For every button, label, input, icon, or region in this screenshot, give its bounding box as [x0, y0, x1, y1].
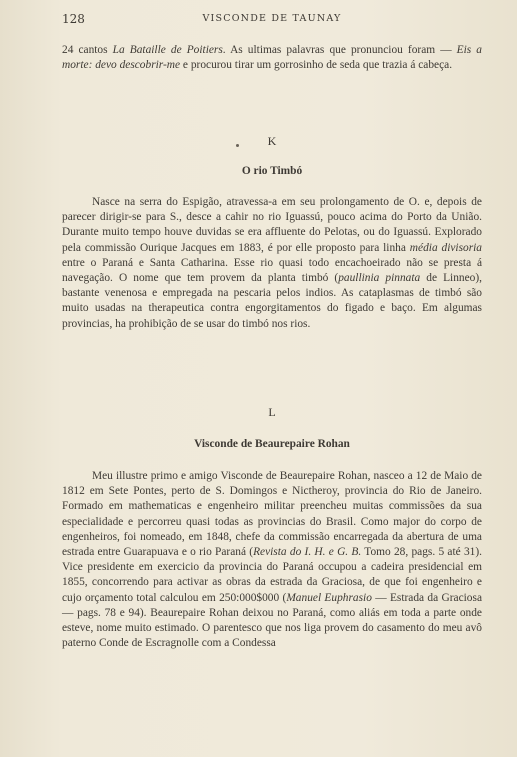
section-k-text-part: entre o Paraná e Santa Catharina. Esse rio quasi todo encachoeirado não se presta á navegação. O nome que tem provem da planta timbó ( [62, 256, 482, 285]
section-k-text [62, 195, 482, 332]
section-l-italic-author: Manuel Euphrasio [286, 591, 372, 604]
page-number: 128 [62, 12, 85, 26]
section-k-text-part: Nasce na serra do Espigão, atravessa-a em seu prolongamento de O. e, depois de parecer dirigir-se para S., desce a cahir no rio Iguassú, pouco acima do Porto da União. Durante muito tempo houve duvidas se era affluente do Pelotas, ou do Iguassú. Explorado pela commissão Ourique Jacques em 1883, é por elle proposto para linha [62, 196, 482, 254]
intro-text-part: e procurou tirar um gorrosinho de seda que trazia á cabeça. [180, 59, 453, 72]
section-l-text-part: Meu illustre primo e amigo Visconde de Beaurepaire Rohan, nasceo a 12 de Maio de 1812 em Sete Pontes, perto de S. Domingos e Nictheroy, provincia do Rio de Janeiro. Formado em mathematicas e engenheiro militar preencheu muitas commissões da sua especialidade e percorreu quasi todas as provincias do Brasil. Como major do corpo de engenheiros, foi nomeado, em 1848, chefe da commissão encarregada da abertura de uma estrada entre Guarapuava e o rio Paraná ( [62, 470, 482, 559]
section-letter-l: L [268, 405, 276, 419]
section-l-italic-citation: Revista do I. H. e G. B. [253, 546, 362, 559]
section-k-paragraph [62, 195, 482, 332]
section-l-text-part: — Estrada da Graciosa — pags. 78 e 94). Beaurepaire Rohan deixou no Paraná, como aliás em toda a parte onde esteve, nome muito estimado. O parentesco que nos liga provem do casamento do meu avô paterno Conde de Escragnolle com a Condessa [62, 591, 482, 650]
intro-italic-quote: Eis a morte: devo descobrir-me [62, 44, 482, 72]
section-letter-k: K [267, 134, 277, 148]
section-k-italic: média divisoria [409, 241, 482, 254]
intro-text-part: 24 cantos [62, 44, 113, 56]
section-title-beaurepaire: Visconde de Beaurepaire Rohan [194, 438, 350, 450]
intro-text [62, 43, 482, 73]
intro-paragraph [62, 43, 482, 73]
intro-text-part: . As ultimas palavras que pronunciou foram — [222, 44, 457, 56]
running-head: VISCONDE DE TAUNAY [202, 13, 342, 24]
intro-italic-title: La Bataille de Poitiers [112, 44, 223, 56]
section-title-timbo: O rio Timbó [241, 165, 303, 177]
section-l-text [62, 469, 482, 651]
section-k-italic-species: paullinia pinnata [338, 272, 421, 285]
section-l-paragraph [62, 469, 482, 651]
section-l-text-part: Tomo 28, pags. 5 até 31). Vice presidente em exercicio da provincia do Paraná occupou a cadeira presidencial em 1855, concorrendo para activar as obras da estrada da Graciosa, de que foi engenheiro e cujo orçamento total calculou em 250:000$000 ( [62, 546, 482, 604]
page-header [62, 12, 482, 28]
print-speck [236, 144, 239, 147]
section-k-text-part: de Linneo), bastante venenosa e empregada na pescaria pelos indios. As cataplasmas de timbó são muito usadas na therapeutica contra engorgitamentos do figado e baço. Em algumas provincias, ha prohibição de se usar do timbó nos rios. [62, 272, 482, 330]
